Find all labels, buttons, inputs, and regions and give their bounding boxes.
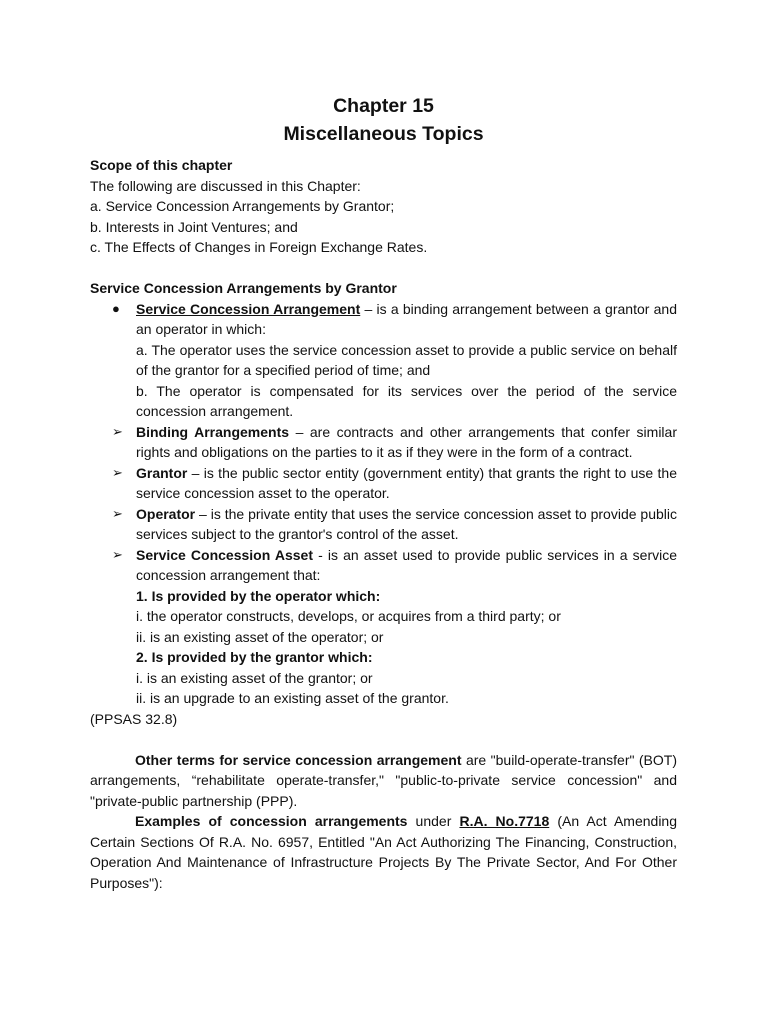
other-terms-paragraph: [90, 750, 677, 812]
definition-binding: [90, 422, 677, 463]
scope-item: b. Interests in Joint Ventures; and: [90, 218, 298, 235]
definition-term: Grantor: [136, 464, 188, 481]
arrow-bullet-icon: ➢: [112, 464, 123, 480]
page-content: [90, 92, 677, 893]
definition-term: Binding Arrangements: [136, 423, 290, 440]
definition-term: Service Concession Arrangement: [136, 300, 361, 317]
asset-subheading: 1. Is provided by the operator which:: [136, 587, 381, 604]
law-reference: R.A. No.7718: [459, 813, 550, 829]
definition-subitem: b. The operator is compensated for its services over the period of the service concession arrangement.: [136, 382, 677, 419]
paragraph-body: (An Act Amending Certain Sections Of R.A. No. 6957, Entitled "An Act Authorizing The Financing, Construction, Operation And Maintenance of Infrastructure Projects By The Private Sector, And For Other Purposes"):: [90, 813, 677, 891]
spacer: [90, 148, 677, 155]
paragraph-body: are "build-operate-transfer" (BOT) arrangements, “rehabilitate operate-transfer," "public-to-private service concession" and "private-public partnership (PPP).: [90, 751, 678, 809]
definition-body: – is a binding arrangement between a grantor and an operator in which:: [136, 300, 677, 337]
definition-term: Operator: [136, 505, 196, 522]
arrow-bullet-icon: ➢: [112, 505, 123, 521]
definition-text: [136, 422, 677, 463]
paragraph-connector: under: [407, 813, 460, 829]
definition-body: – is the public sector entity (government entity) that grants the right to use the service concession asset to the operator.: [136, 464, 677, 501]
section-heading: Service Concession Arrangements by Grantor: [90, 280, 397, 296]
definition-text: [136, 504, 677, 545]
paragraph-lead: Other terms for service concession arrangement: [135, 751, 462, 768]
asset-subitem: ii. is an existing asset of the operator; or: [136, 628, 384, 645]
definition-body: – is the private entity that uses the service concession asset to provide public services subject to the grantor's control of the asset.: [136, 505, 677, 542]
asset-subitem: ii. is an upgrade to an existing asset of the grantor.: [136, 690, 449, 706]
definition-body: - is an asset used to provide public services in a service concession arrangement that:: [136, 546, 677, 583]
scope-item: c. The Effects of Changes in Foreign Exchange Rates.: [90, 239, 428, 255]
definition-text: [136, 299, 677, 340]
definition-text: [136, 463, 677, 504]
paragraph-lead: Examples of concession arrangements: [135, 813, 408, 829]
definition-sca: [90, 299, 677, 422]
spacer: [90, 729, 677, 750]
definition-subitem: a. The operator uses the service concession asset to provide a public service on behalf of the grantor for a specified period of time; and: [136, 341, 677, 378]
reference-note: (PPSAS 32.8): [90, 710, 178, 727]
chapter-title: Miscellaneous Topics: [283, 123, 484, 145]
asset-subitem: i. is an existing asset of the grantor; or: [136, 669, 373, 686]
bullet-icon: ●: [112, 300, 120, 316]
arrow-bullet-icon: ➢: [112, 423, 123, 439]
scope-item: a. Service Concession Arrangements by Grantor;: [90, 198, 395, 214]
definition-list: [90, 299, 677, 709]
asset-subitem: i. the operator constructs, develops, or acquires from a third party; or: [136, 608, 561, 624]
definition-operator: [90, 504, 677, 545]
scope-intro: The following are discussed in this Chapter:: [90, 177, 361, 194]
definition-term: Service Concession Asset: [136, 546, 313, 563]
asset-subheading: 2. Is provided by the grantor which:: [136, 649, 373, 665]
chapter-number: Chapter 15: [333, 95, 434, 117]
examples-paragraph: [90, 811, 677, 893]
spacer: [90, 258, 677, 279]
arrow-bullet-icon: ➢: [112, 546, 123, 562]
definition-grantor: [90, 463, 677, 504]
definition-text: [136, 545, 677, 586]
definition-body: – are contracts and other arrangements that confer similar rights and obligations on the parties to it as if they were in the form of a contract.: [136, 423, 677, 460]
scope-heading: Scope of this chapter: [90, 157, 233, 173]
definition-asset: [90, 545, 677, 709]
